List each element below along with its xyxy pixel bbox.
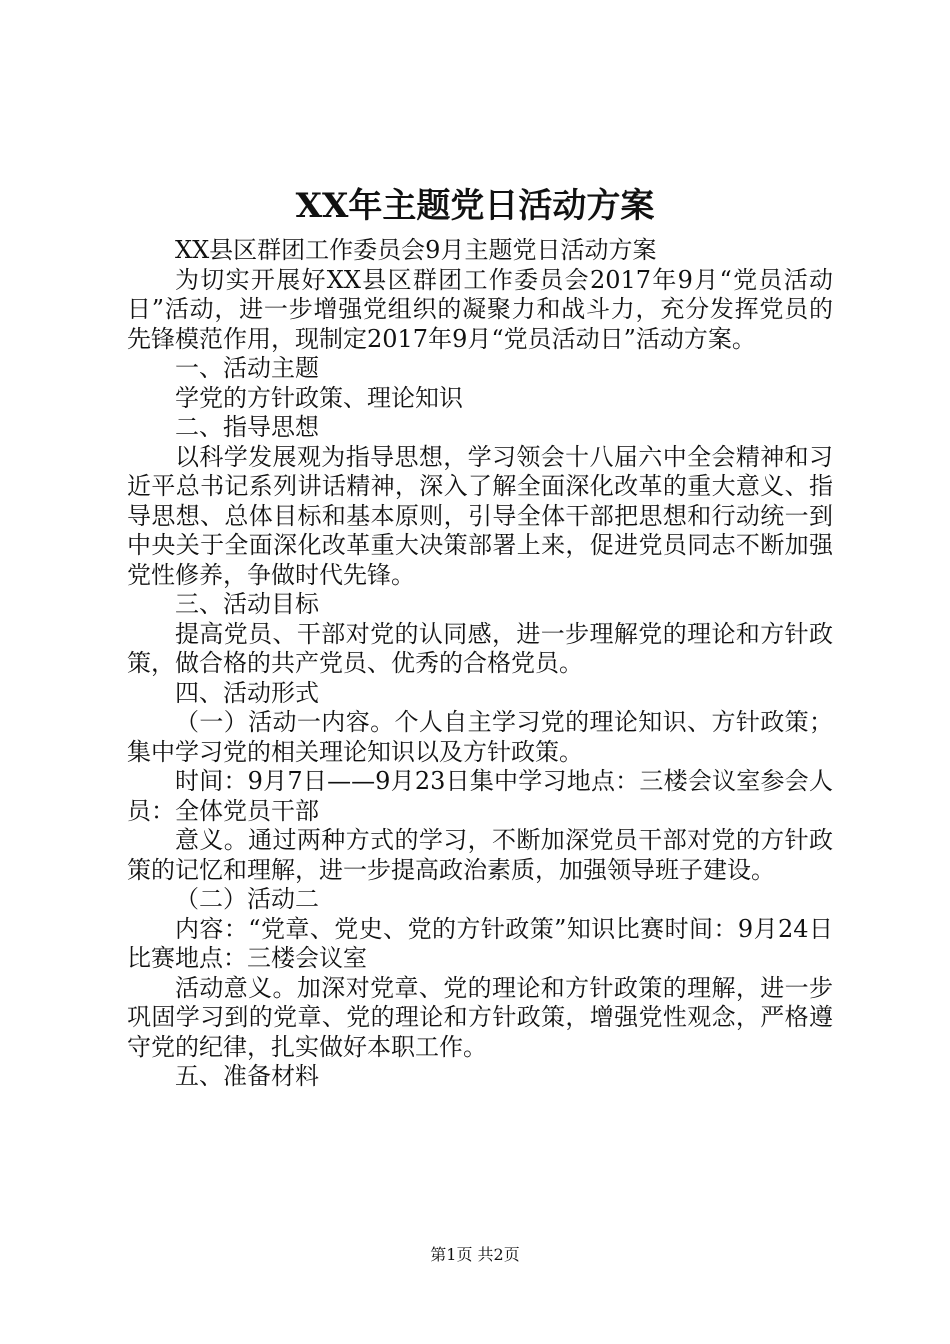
paragraph-activity-one-time: 时间：9月7日——9月23日集中学习地点：三楼会议室参会人员：全体党员干部 — [127, 767, 833, 825]
paragraph-activity-two-content: 内容：“党章、党史、党的方针政策”知识比赛时间：9月24日比赛地点：三楼会议室 — [127, 914, 833, 972]
paragraph-activity-goal: 提高党员、干部对党的认同感，进一步理解党的理论和方针政策，做合格的共产党员、优秀的合格党员。 — [127, 619, 833, 677]
paragraph-guiding-ideology: 以科学发展观为指导思想，学习领会十八届六中全会精神和习近平总书记系列讲话精神，深入了解全面深化改革的重大意义、指导思想、总体目标和基本原则，引导全体干部把思想和行动统一到中央关于全面深化改革重大决策部署上来，促进党员同志不断加强党性修养，争做时代先锋。 — [127, 442, 833, 589]
paragraph-subtitle: XX县区群团工作委员会9月主题党日活动方案 — [175, 236, 657, 264]
paragraph-intro: 为切实开展好XX县区群团工作委员会2017年9月“党员活动日”活动，进一步增强党组织的凝聚力和战斗力，充分发挥党员的先锋模范作用，现制定2017年9月“党员活动日”活动方案。 — [127, 265, 833, 353]
paragraph-activity-theme: 学党的方针政策、理论知识 — [175, 383, 463, 412]
heading-activity-theme: 一、活动主题 — [175, 354, 319, 382]
paragraph-activity-two-meaning: 活动意义。加深对党章、党的理论和方针政策的理解，进一步巩固学习到的党章、党的理论和方针政策，增强党性观念，严格遵守党的纪律，扎实做好本职工作。 — [127, 973, 833, 1061]
paragraph-activity-one-meaning: 意义。通过两种方式的学习，不断加深党员干部对党的方针政策的记忆和理解，进一步提高政治素质，加强领导班子建设。 — [127, 826, 833, 884]
heading-activity-goal: 三、活动目标 — [175, 590, 319, 618]
page-footer: 第1页 共2页 — [430, 1245, 520, 1264]
paragraph-activity-one: （一）活动一内容。个人自主学习党的理论知识、方针政策；集中学习党的相关理论知识以及方针政策。 — [127, 708, 833, 766]
document-title: XX年主题党日活动方案 — [295, 186, 655, 226]
heading-activity-form: 四、活动形式 — [175, 678, 319, 707]
heading-guiding-ideology: 二、指导思想 — [175, 413, 319, 441]
heading-activity-two: （二）活动二 — [175, 885, 319, 913]
document-body — [127, 236, 833, 1092]
heading-materials: 五、准备材料 — [175, 1062, 319, 1090]
